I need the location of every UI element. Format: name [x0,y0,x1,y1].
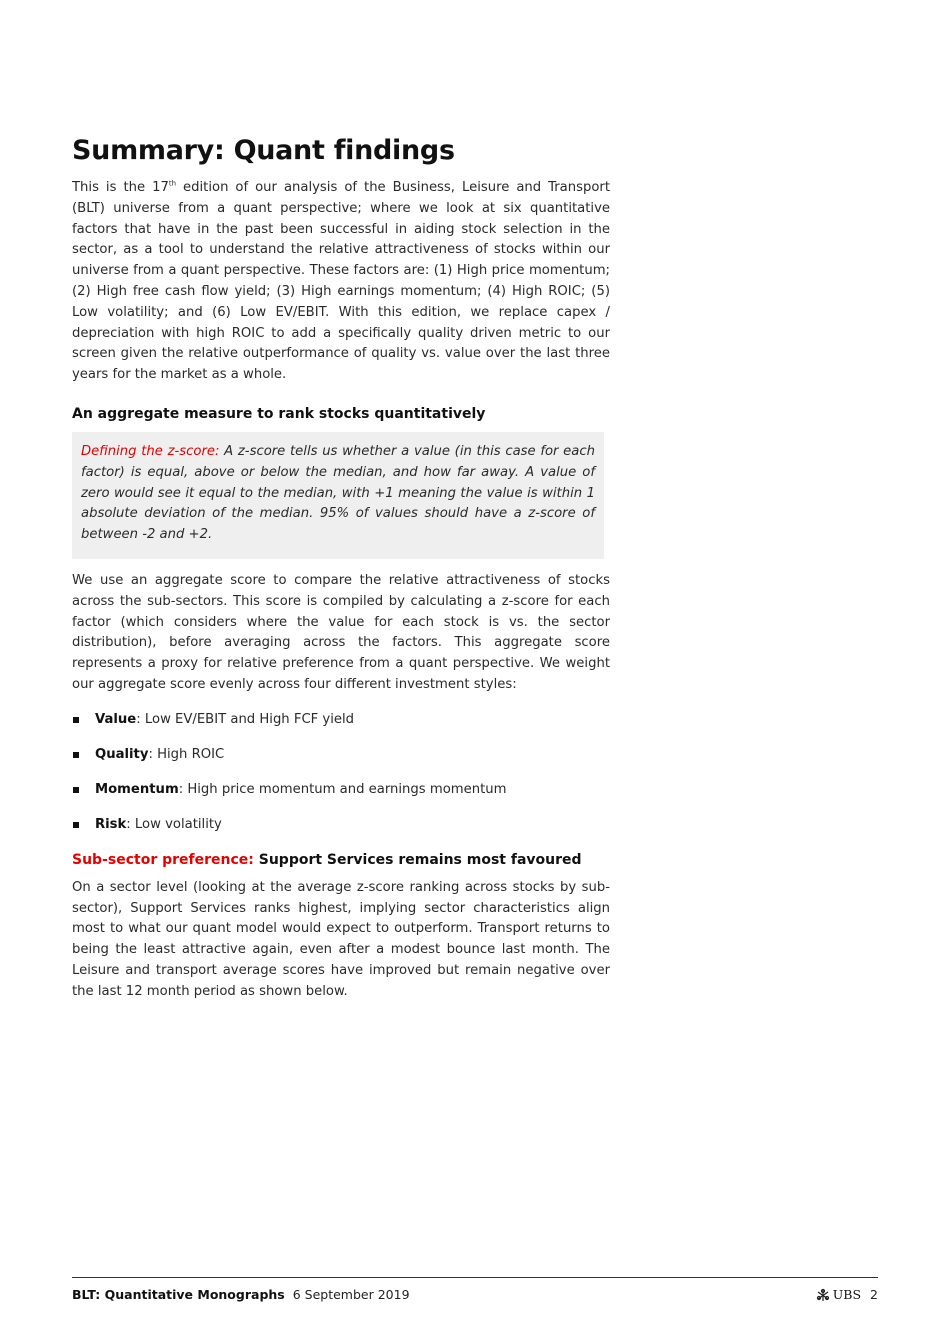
bullet-icon [73,822,79,828]
bullet-icon [73,717,79,723]
page-number: 2 [870,1287,878,1302]
ubs-logo-text: UBS [832,1287,862,1302]
intro-text-start: This is the 17 [72,180,169,195]
style-desc: : Low EV/EBIT and High FCF yield [136,711,355,727]
main-content [72,134,610,1003]
footer-date: 6 September 2019 [292,1287,410,1302]
style-name: Value [95,711,137,727]
aggregate-paragraph: We use an aggregate score to compare the relative attractiveness of stocks across the sub-sectors. This score is compiled by calculating a z-score for each factor (which considers where the value for each stock is vs. the sector distribution), before averaging across the factors. This aggregate score represents a proxy for relative preference from a quant perspective. We weight our aggregate score evenly across four different investment styles: [72,572,610,692]
style-desc: : High price momentum and earnings momentum [178,781,507,797]
intro-superscript: th [168,179,177,188]
style-name: Momentum [95,781,179,797]
style-name: Quality [95,746,149,762]
aggregate-heading: An aggregate measure to rank stocks quantitatively [72,405,486,422]
ubs-keys-icon [816,1288,830,1302]
style-name: Risk [95,816,127,832]
page-title: Summary: Quant findings [72,135,455,166]
subsector-paragraph: On a sector level (looking at the average z-score ranking across stocks by sub-sector), Support Services ranks highest, implying sector characteristics align most to what our quant model would expect to outperform. Transport returns to being the least attractive again, even after a modest bounce last month. The Leisure and transport average scores have improved but remain negative over the last 12 month period as shown below. [72,879,610,999]
subsector-heading [72,850,610,870]
z-score-callout [72,432,604,559]
investment-styles-list [72,710,610,835]
intro-paragraph [72,178,610,386]
subsector-title: Support Services remains most favoured [253,851,582,868]
callout-lead: Defining the z-score: [81,443,220,459]
callout-body: A z-score tells us whether a value (in this case for each factor) is equal, above or below the median, and how far away. A value of zero would see it equal to the median, with +1 meaning the value is within 1 absolute deviation of the median. 95% of values should have a z-score of between -2 and +2. [81,443,595,543]
list-item [72,815,610,835]
bullet-icon [73,752,79,758]
style-desc: : Low volatility [126,816,222,832]
footer-divider [72,1277,878,1278]
style-desc: : High ROIC [148,746,225,762]
footer-report-title: BLT: Quantitative Monographs [72,1287,285,1302]
page-footer [72,1286,878,1306]
subsector-lead: Sub-sector preference: [72,851,254,868]
callout-text [81,442,595,546]
bullet-icon [73,787,79,793]
list-item [72,710,610,730]
list-item [72,745,610,765]
intro-text-rest: edition of our analysis of the Business, Leisure and Transport (BLT) universe from a quant perspective; where we look at six quantitative factors that have in the past been successful in aiding stock selection in the sector, as a tool to understand the relative attractiveness of stocks within our universe from a quant perspective. These factors are: (1) High price momentum; (2) High free cash flow yield; (3) High earnings momentum; (4) High ROIC; (5) Low volatility; and (6) Low EV/EBIT. With this edition, we replace capex / depreciation with high ROIC to add a specifically quality driven metric to our screen given the relative outperformance of quality vs. value over the last three years for the market as a whole. [72,180,610,383]
list-item [72,780,610,800]
footer-right [816,1286,878,1304]
